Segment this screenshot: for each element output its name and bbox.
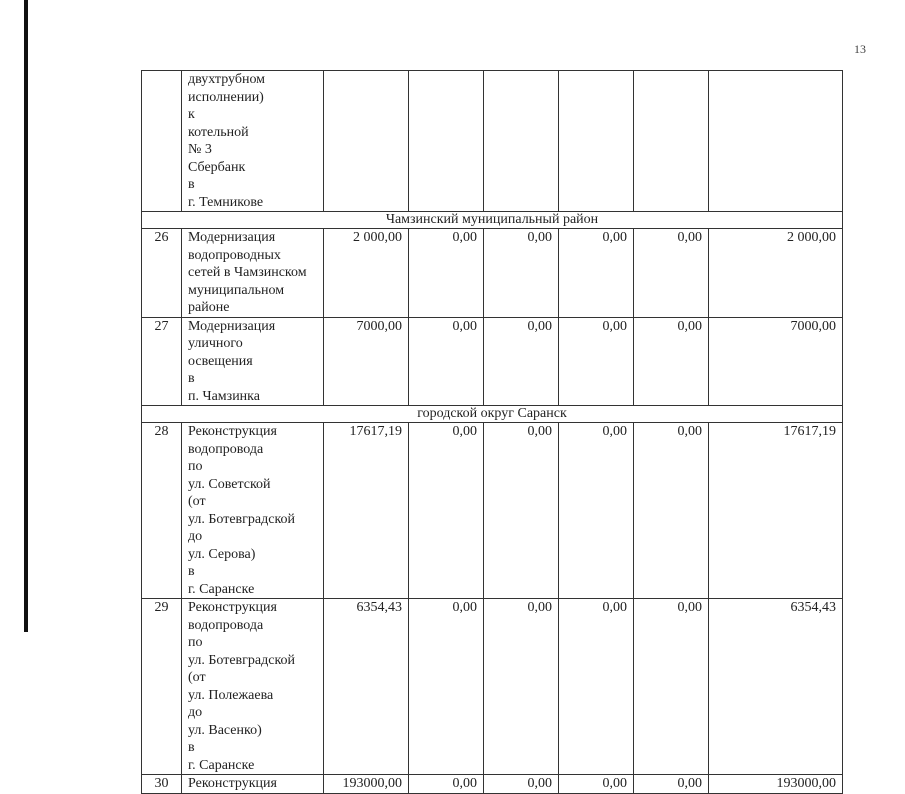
name-line [188,194,317,212]
name-word: Реконструкция [188,424,277,439]
row-value-3: 0,00 [559,775,634,794]
name-line [188,775,317,793]
row-name-cell [182,71,324,212]
page-number: 13 [854,42,866,56]
name-line [188,669,317,704]
row-value-last: 17617,19 [709,423,843,599]
name-line [188,511,317,529]
name-word: по [188,635,203,650]
name-word: (от [188,670,206,685]
row-value-last: 193000,00 [709,775,843,794]
empty-cell [709,71,843,212]
name-word: Сбербанк [188,159,246,175]
name-line [188,652,317,670]
name-word: п. Чамзинка [188,388,260,404]
name-word: водопровода [188,617,264,633]
region-row-chamzinsky [142,212,843,229]
row-value-2: 0,00 [484,423,559,599]
name-line [188,71,317,89]
name-word: к [188,107,195,122]
name-line [188,353,317,388]
row-value-1: 0,00 [409,775,484,794]
name-line [188,476,317,511]
name-word: по [188,459,203,474]
page-edge-bar [24,0,28,632]
row-number: 29 [142,599,182,775]
name-line [188,335,317,353]
row-value-3: 0,00 [559,423,634,599]
row-number: 28 [142,423,182,599]
row-name-text [188,229,317,317]
name-word: ул. Полежаева [188,687,274,703]
table-row [142,229,843,318]
row-name-text [188,775,317,793]
name-word: ул. Советской [188,476,271,492]
name-line [188,89,317,124]
region-heading: Чамзинский муниципальный район [142,212,843,229]
region-row-saransk [142,406,843,423]
name-word: котельной [188,124,249,140]
row-value-1: 0,00 [409,599,484,775]
name-word: № 3 [188,142,212,157]
name-word: в [188,371,195,386]
name-word: в [188,740,195,755]
row-name-text [188,599,317,774]
row-value-1: 0,00 [409,229,484,318]
name-word: исполнении) [188,89,264,105]
table-row-continuation [142,71,843,212]
table-row [142,599,843,775]
row-name-cell [182,229,324,318]
row-number: 30 [142,775,182,794]
row-total: 6354,43 [324,599,409,775]
name-line [188,299,317,317]
name-line [188,617,317,652]
name-word: г. Саранске [188,757,255,773]
row-value-2: 0,00 [484,317,559,406]
name-word: г. Саранске [188,581,255,597]
name-word: в [188,564,195,579]
empty-cell [634,71,709,212]
row-name-cell [182,599,324,775]
name-word: до [188,529,203,544]
name-word: уличного [188,336,243,351]
table-row [142,317,843,406]
row-number: 26 [142,229,182,318]
name-word: районе [188,300,230,315]
empty-cell [409,71,484,212]
name-word: Реконструкция [188,776,277,791]
name-line [188,757,317,775]
name-word: Модернизация [188,230,276,245]
name-word: до [188,705,203,720]
name-word: ул. Ботевградской [188,511,296,527]
row-value-3: 0,00 [559,599,634,775]
row-number [142,71,182,212]
name-line [188,247,317,265]
row-value-4: 0,00 [634,229,709,318]
name-line [188,318,317,336]
row-total: 17617,19 [324,423,409,599]
name-line [188,528,317,581]
name-word: (от [188,494,206,509]
row-name-text [188,423,317,598]
name-word: в [188,177,195,192]
row-value-2: 0,00 [484,775,559,794]
name-word: освещения [188,353,253,369]
name-line [188,581,317,599]
name-line [188,229,317,247]
row-value-2: 0,00 [484,229,559,318]
row-value-last: 7000,00 [709,317,843,406]
name-line [188,388,317,406]
row-value-1: 0,00 [409,317,484,406]
table-row [142,775,843,794]
name-word: сетей в Чамзинском [188,265,307,280]
row-value-4: 0,00 [634,599,709,775]
empty-cell [484,71,559,212]
name-line [188,441,317,476]
row-total: 193000,00 [324,775,409,794]
name-word: водопроводных [188,247,281,263]
name-word: ул. Васенко) [188,722,262,738]
empty-cell [559,71,634,212]
budget-table-body [142,71,843,794]
region-heading: городской округ Саранск [142,406,843,423]
row-value-last: 2 000,00 [709,229,843,318]
row-name-cell [182,317,324,406]
name-line [188,282,317,300]
row-name-text [188,318,317,406]
row-total: 2 000,00 [324,229,409,318]
row-number: 27 [142,317,182,406]
row-name-cell [182,775,324,794]
table-row [142,423,843,599]
name-word: ул. Серова) [188,546,256,562]
name-line [188,159,317,194]
row-value-4: 0,00 [634,317,709,406]
name-line [188,264,317,282]
name-word: муниципальном [188,282,285,298]
row-total: 7000,00 [324,317,409,406]
name-line [188,423,317,441]
row-name-text [188,71,317,211]
name-word: водопровода [188,441,264,457]
row-name-cell [182,423,324,599]
name-word: двухтрубном [188,72,266,87]
name-word: г. Темникове [188,194,264,210]
budget-table [141,70,843,794]
row-value-4: 0,00 [634,775,709,794]
name-line [188,704,317,757]
name-word: Реконструкция [188,600,277,615]
name-word: ул. Ботевградской [188,652,296,668]
row-value-3: 0,00 [559,229,634,318]
row-value-1: 0,00 [409,423,484,599]
row-value-last: 6354,43 [709,599,843,775]
row-value-2: 0,00 [484,599,559,775]
empty-cell [324,71,409,212]
row-value-3: 0,00 [559,317,634,406]
name-word: Модернизация [188,318,276,334]
name-line [188,599,317,617]
row-value-4: 0,00 [634,423,709,599]
name-line [188,124,317,159]
